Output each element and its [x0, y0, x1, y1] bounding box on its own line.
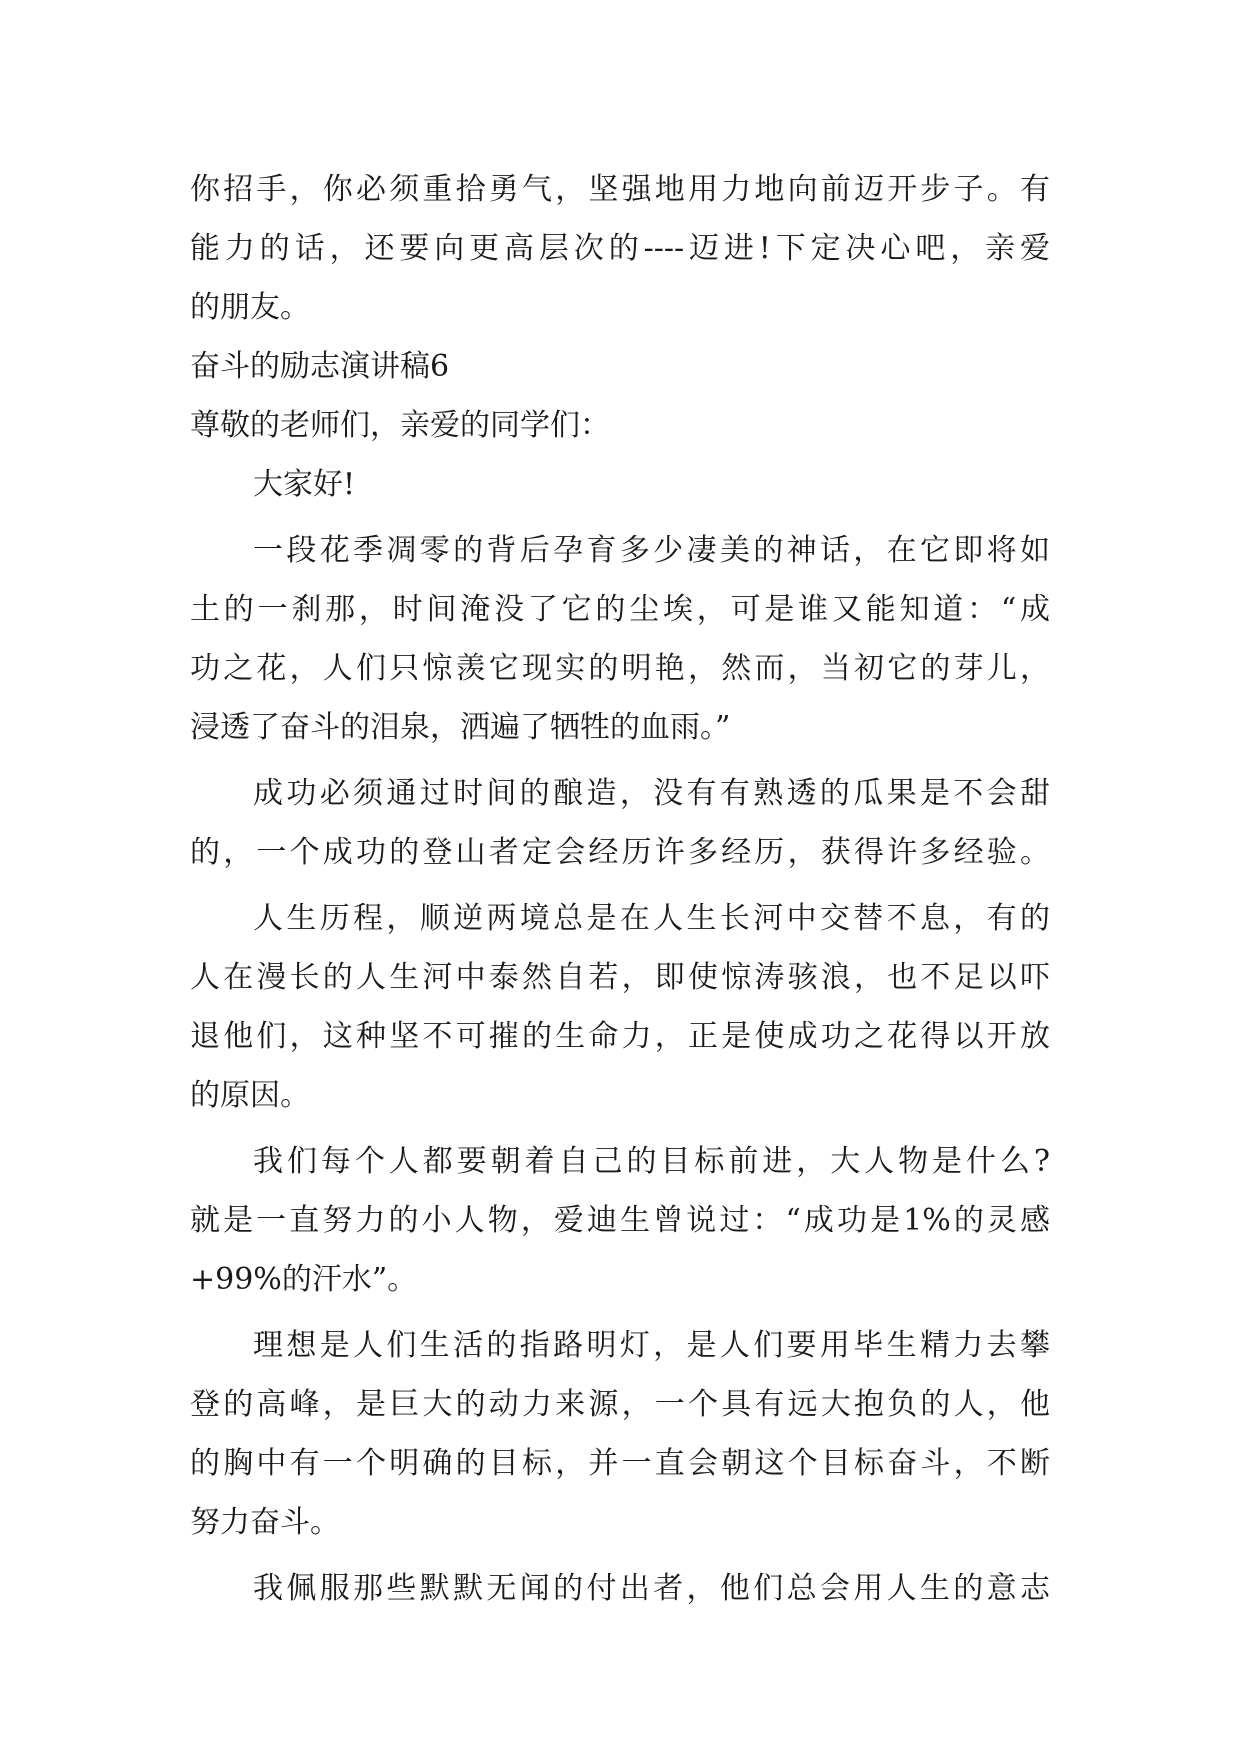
paragraph-line: 功之花，人们只惊羡它现实的明艳，然而，当初它的芽儿， — [190, 651, 1050, 686]
paragraph-line: +99%的汗水”。 — [190, 1262, 418, 1297]
document-body — [190, 160, 1050, 1618]
paragraph-line: 人生历程，顺逆两境总是在人生长河中交替不息，有的 — [253, 901, 1050, 936]
paragraph-line: 浸透了奋斗的泪泉，洒遍了牺牲的血雨。” — [190, 710, 731, 745]
paragraph-line: 的，一个成功的登山者定会经历许多经历，获得许多经验。 — [190, 835, 1050, 870]
paragraph-line: 我们每个人都要朝着自己的目标前进，大人物是什么? — [253, 1144, 1050, 1179]
paragraph-line: 的原因。 — [190, 1078, 310, 1113]
paragraph-line: 就是一直努力的小人物，爱迪生曾说过：“成功是1%的灵感 — [190, 1203, 1050, 1238]
paragraph-line: 我佩服那些默默无闻的付出者，他们总会用人生的意志 — [253, 1571, 1050, 1606]
paragraph-line: 理想是人们生活的指路明灯，是人们要用毕生精力去攀 — [253, 1328, 1050, 1363]
paragraph-line: 人在漫长的人生河中泰然自若，即使惊涛骇浪，也不足以吓 — [190, 960, 1050, 995]
text-line: 你招手，你必须重拾勇气，坚强地用力地向前迈开步子。有 — [190, 172, 1050, 207]
greeting: 大家好! — [253, 467, 356, 502]
paragraph-line: 努力奋斗。 — [190, 1505, 340, 1540]
paragraph-line: 登的高峰，是巨大的动力来源，一个具有远大抱负的人，他 — [190, 1387, 1050, 1422]
text-line: 的朋友。 — [190, 290, 310, 325]
paragraph-line: 一段花季凋零的背后孕育多少凄美的神话，在它即将如 — [253, 533, 1050, 568]
paragraph-line: 土的一刹那，时间淹没了它的尘埃，可是谁又能知道：“成 — [190, 592, 1050, 627]
paragraph-line: 的胸中有一个明确的目标，并一直会朝这个目标奋斗，不断 — [190, 1446, 1050, 1481]
paragraph-line: 成功必须通过时间的酿造，没有有熟透的瓜果是不会甜 — [253, 776, 1050, 811]
paragraph-line: 退他们，这种坚不可摧的生命力，正是使成功之花得以开放 — [190, 1019, 1050, 1054]
section-heading: 奋斗的励志演讲稿6 — [190, 349, 450, 384]
salutation: 尊敬的老师们，亲爱的同学们： — [190, 408, 610, 443]
text-line: 能力的话，还要向更高层次的----迈进!下定决心吧，亲爱 — [190, 231, 1050, 266]
